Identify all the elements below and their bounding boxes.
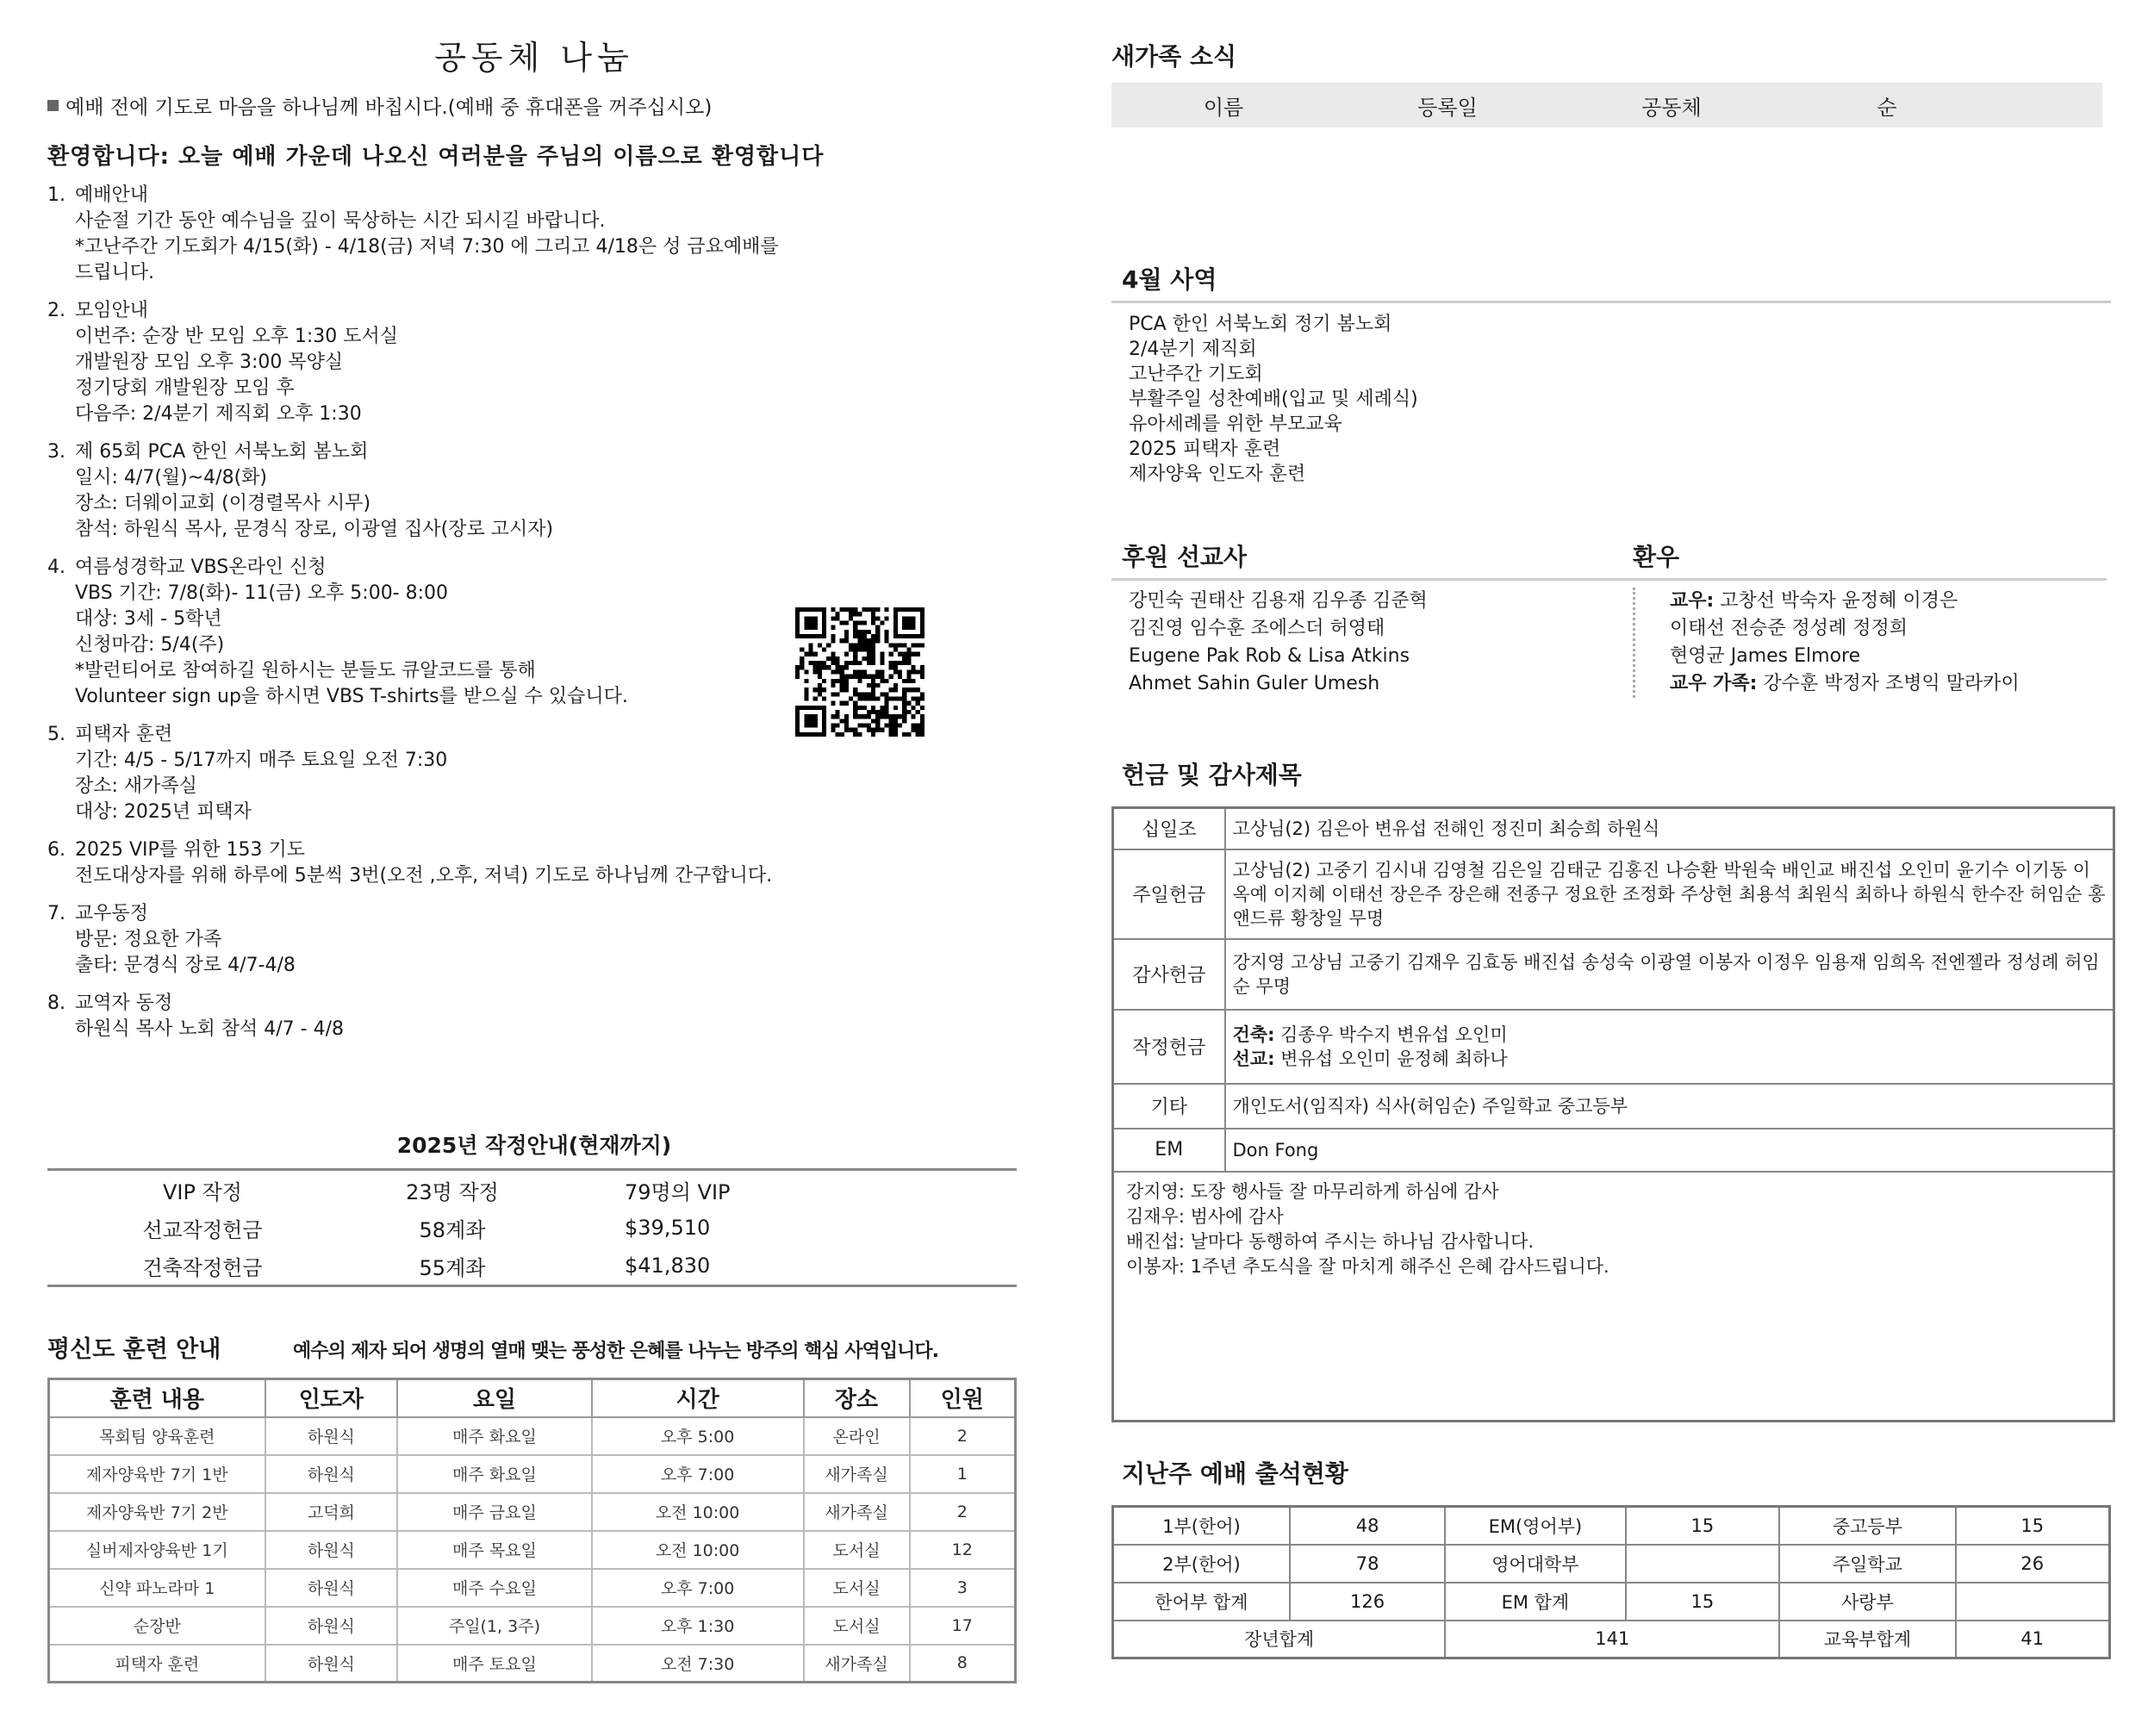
announcement-item — [47, 837, 1021, 889]
attendance-label: 한어부 합계 — [1113, 1583, 1290, 1621]
right-page — [1111, 0, 2124, 1659]
patient-list — [1633, 588, 2107, 698]
table-cell: 12 — [910, 1531, 1016, 1569]
thanks-note: 강지영: 도장 행사들 잘 마무리하게 하심에 감사 — [1126, 1180, 1499, 1202]
table-cell: 하원식 — [265, 1645, 398, 1683]
april-title: 4월 사역 — [1122, 265, 1217, 294]
offering-table — [1111, 806, 2115, 1422]
missionary-list — [1111, 588, 1633, 698]
table-cell: 오후 1:30 — [592, 1607, 804, 1645]
april-list — [1111, 312, 2124, 487]
table-row — [1113, 1545, 2110, 1583]
offering-label: 십일조 — [1113, 808, 1225, 849]
offering-value: 고상님(2) 고중기 김시내 김영철 김은일 김태군 김홍진 나승환 박원숙 배인교 배진섭 오인미 윤기수 이기동 이옥예 이지혜 이태선 장은주 장은해 전종구 정요한 조정화 주상현 최용석 최원식 최하나 하원식 한수잔 허임순 홍앤드류 황창일 무명 — [1225, 849, 2114, 939]
missionary-patient-section — [1111, 538, 2124, 698]
table-row — [1113, 1507, 2110, 1545]
table-cell: 매주 토요일 — [397, 1645, 591, 1683]
table-cell: 제자양육반 7기 2반 — [49, 1493, 265, 1531]
announcement-heading — [47, 439, 1021, 465]
list-item: 제자양육 인도자 훈련 — [1129, 464, 1306, 485]
patient-line: 현영균 James Elmore — [1670, 645, 1861, 667]
offering-value: 고상님(2) 김은아 변유섭 전해인 정진미 최승희 하원식 — [1225, 808, 2114, 849]
item-line: 개발원장 모임 오후 3:00 목양실 — [75, 352, 344, 373]
item-title: 여름성경학교 VBS온라인 신청 — [75, 557, 327, 578]
table-cell: 도서실 — [804, 1531, 910, 1569]
announcement-item — [47, 901, 1021, 979]
item-line: *발런티어로 참여하길 원하시는 분들도 큐알코드를 통해 — [75, 660, 536, 681]
attendance-value: 48 — [1290, 1507, 1445, 1545]
offering-row — [1113, 939, 2114, 1010]
pledge-cell: $39,510 — [625, 1216, 711, 1240]
attendance-label: EM(영어부) — [1445, 1507, 1625, 1545]
patient-names: 강수훈 박정자 조병익 말라카이 — [1757, 673, 2020, 694]
table-cell: 17 — [910, 1607, 1016, 1645]
item-line: *고난주간 기도회가 4/15(화) - 4/18(금) 저녁 7:30 에 그리고 4/18은 성 금요예배를 — [75, 236, 779, 258]
table-row — [49, 1531, 1016, 1569]
pledge-cell: 건축작정헌금 — [142, 1255, 263, 1280]
attendance-body — [1113, 1507, 2110, 1621]
training-subtitle: 예수의 제자 되어 생명의 열매 맺는 풍성한 은혜를 나누는 방주의 핵심 사역입니다. — [293, 1341, 938, 1362]
training-header-row — [49, 1379, 1016, 1417]
attendance-value: 141 — [1445, 1621, 1779, 1658]
pledge-cell: 23명 작정 — [406, 1179, 499, 1204]
pledge-cell: $41,830 — [625, 1254, 711, 1278]
table-row — [49, 1607, 1016, 1645]
square-bullet-icon — [47, 100, 59, 111]
table-cell: 고덕희 — [265, 1493, 398, 1531]
newfamily-header — [1111, 83, 2102, 128]
announcement-heading — [47, 298, 1021, 324]
table-row — [1113, 1583, 2110, 1621]
column-header: 등록일 — [1417, 95, 1478, 120]
item-line: 사순절 기간 동안 예수님을 깊이 묵상하는 시간 되시길 바랍니다. — [75, 210, 606, 232]
offering-value — [1225, 1010, 2114, 1084]
table-cell: 2 — [910, 1417, 1016, 1455]
training-header — [47, 1330, 1021, 1364]
announcement-item — [47, 298, 1021, 427]
attendance-label: 2부(한어) — [1113, 1545, 1290, 1583]
announcement-heading — [47, 991, 1021, 1017]
training-table — [47, 1378, 1017, 1683]
table-cell: 하원식 — [265, 1531, 398, 1569]
item-line: 참석: 하원식 목사, 문경식 장로, 이광열 집사(장로 고시자) — [75, 519, 554, 540]
table-cell: 매주 수요일 — [397, 1569, 591, 1607]
thanks-note: 이봉자: 1주년 추도식을 잘 마치게 해주신 은혜 감사드립니다. — [1126, 1255, 1609, 1277]
item-line: Volunteer sign up을 하시면 VBS T-shirts를 받으실 수 있습니다. — [75, 686, 628, 707]
column-header: 인원 — [910, 1379, 1016, 1417]
column-header: 순 — [1877, 95, 1897, 120]
item-line: 출타: 문경식 장로 4/7-4/8 — [75, 955, 296, 976]
welcome-text: 환영합니다: 오늘 예배 가운데 나오신 여러분을 주님의 이름으로 환영합니다 — [47, 144, 825, 170]
list-item: 2/4분기 제직회 — [1129, 339, 1257, 360]
table-cell: 매주 화요일 — [397, 1417, 591, 1455]
offering-value: 강지영 고상님 고중기 김재우 김효동 배진섭 송성숙 이광열 이봉자 이정우 임용재 임희옥 전엔젤라 정성례 허임순 무명 — [1225, 939, 2114, 1010]
announcement-heading — [47, 901, 1021, 927]
item-line: VBS 기간: 7/8(화)- 11(금) 오후 5:00- 8:00 — [75, 582, 449, 604]
column-header: 시간 — [592, 1379, 804, 1417]
pledge-building-label: 건축: — [1232, 1024, 1275, 1045]
table-cell: 하원식 — [265, 1569, 398, 1607]
pledge-cell: 선교작정헌금 — [142, 1217, 263, 1242]
column-header: 요일 — [397, 1379, 591, 1417]
column-header: 인도자 — [265, 1379, 398, 1417]
table-cell: 신약 파노라마 1 — [49, 1569, 265, 1607]
item-title: 2025 VIP를 위한 153 기도 — [75, 839, 306, 861]
offering-notes-row — [1113, 1172, 2114, 1422]
offering-row — [1113, 1084, 2114, 1129]
announcement-item — [47, 183, 1021, 286]
item-line: 이번주: 순장 반 모임 오후 1:30 도서실 — [75, 326, 399, 347]
table-cell: 2 — [910, 1493, 1016, 1531]
offering-label: 기타 — [1113, 1084, 1225, 1129]
notice-text: 예배 전에 기도로 마음을 하나님께 바칩시다.(예배 중 휴대폰을 꺼주십시오) — [65, 96, 713, 119]
missionary-line: Ahmet Sahin Guler Umesh — [1129, 673, 1380, 694]
table-row — [49, 1645, 1016, 1683]
patient-line — [1670, 670, 2107, 698]
table-cell: 매주 금요일 — [397, 1493, 591, 1531]
table-cell: 제자양육반 7기 1반 — [49, 1455, 265, 1493]
thanks-note: 배진섭: 날마다 동행하여 주시는 하나님 감사합니다. — [1126, 1230, 1535, 1252]
training-title: 평신도 훈련 안내 — [47, 1336, 221, 1363]
column-header: 훈련 내용 — [49, 1379, 265, 1417]
pledge-cell: 58계좌 — [419, 1217, 486, 1242]
table-cell: 피택자 훈련 — [49, 1645, 265, 1683]
item-title: 교우동정 — [75, 903, 149, 924]
table-cell: 3 — [910, 1569, 1016, 1607]
item-title: 피택자 훈련 — [75, 724, 173, 745]
item-line: 방문: 정요한 가족 — [75, 929, 222, 950]
table-cell: 목회팀 양육훈련 — [49, 1417, 265, 1455]
column-header: 장소 — [804, 1379, 910, 1417]
list-item: 유아세례를 위한 부모교육 — [1129, 414, 1342, 435]
left-page — [47, 0, 1021, 1683]
announcement-heading — [47, 555, 1021, 581]
item-line: 드립니다. — [75, 262, 155, 283]
attendance-label: 사랑부 — [1779, 1583, 1955, 1621]
offering-value: 개인도서(임직자) 식사(허임순) 주일학교 중고등부 — [1225, 1084, 2114, 1129]
patient-title: 환우 — [1633, 543, 1680, 571]
table-cell: 도서실 — [804, 1569, 910, 1607]
pledge-cell: VIP 작정 — [163, 1179, 242, 1204]
attendance-value: 126 — [1290, 1583, 1445, 1621]
table-cell: 오후 5:00 — [592, 1417, 804, 1455]
pledge-row — [47, 1247, 1017, 1285]
pledge-row — [47, 1171, 1017, 1209]
table-cell: 온라인 — [804, 1417, 910, 1455]
offering-title: 헌금 및 감사제목 — [1122, 761, 1302, 789]
attendance-label: 교육부합계 — [1779, 1621, 1955, 1658]
list-item: 2025 피택자 훈련 — [1129, 439, 1281, 460]
attendance-value: 26 — [1956, 1545, 2110, 1583]
attendance-label: 장년합계 — [1113, 1621, 1446, 1658]
announcement-item — [47, 439, 1021, 543]
table-cell: 오전 10:00 — [592, 1493, 804, 1531]
newfamily-title: 새가족 소식 — [1111, 42, 1236, 71]
attendance-label: EM 합계 — [1445, 1583, 1625, 1621]
item-line: 기간: 4/5 - 5/17까지 매주 토요일 오전 7:30 — [75, 750, 448, 771]
patient-label: 교우 가족: — [1670, 673, 1758, 694]
page-title: 공동체 나눔 — [434, 39, 634, 77]
item-line: 장소: 새가족실 — [75, 775, 197, 797]
announcement-heading — [47, 183, 1021, 208]
training-body — [49, 1417, 1016, 1683]
offering-label: 감사헌금 — [1113, 939, 1225, 1010]
item-line: 장소: 더웨이교회 (이경렬목사 시무) — [75, 493, 371, 514]
table-cell: 오후 7:00 — [592, 1569, 804, 1607]
table-cell: 새가족실 — [804, 1455, 910, 1493]
table-row — [49, 1455, 1016, 1493]
item-number: 4. — [47, 557, 65, 578]
missionary-line: Eugene Pak Rob & Lisa Atkins — [1129, 645, 1410, 667]
offering-row — [1113, 849, 2114, 939]
table-row — [49, 1493, 1016, 1531]
item-number: 1. — [47, 184, 65, 206]
list-item: 고난주간 기도회 — [1129, 364, 1263, 385]
thanks-note: 김재우: 범사에 감사 — [1126, 1205, 1284, 1227]
pledge-mission-line — [1233, 1047, 2107, 1071]
announcement-item — [47, 722, 1021, 825]
pledge-mission-label: 선교: — [1232, 1048, 1275, 1069]
missionary-header — [1111, 538, 1633, 581]
attendance-table — [1111, 1505, 2111, 1659]
table-cell: 새가족실 — [804, 1645, 910, 1683]
table-cell: 하원식 — [265, 1417, 398, 1455]
announcement-item — [47, 991, 1021, 1042]
item-title: 모임안내 — [75, 300, 149, 321]
attendance-value: 15 — [1956, 1507, 2110, 1545]
table-cell: 8 — [910, 1645, 1016, 1683]
offering-label: 작정헌금 — [1113, 1010, 1225, 1084]
pledge-building-line — [1233, 1023, 2107, 1047]
missionary-title: 후원 선교사 — [1122, 543, 1247, 571]
pledge-building-names: 김종우 박수지 변유섭 오인미 — [1274, 1024, 1508, 1045]
table-cell: 주일(1, 3주) — [397, 1607, 591, 1645]
table-cell: 오전 7:30 — [592, 1645, 804, 1683]
item-line: 일시: 4/7(월)~4/8(화) — [75, 467, 267, 488]
table-row — [49, 1417, 1016, 1455]
item-line: 신청마감: 5/4(주) — [75, 634, 225, 656]
item-line: 정기당회 개발원장 모임 후 — [75, 377, 295, 399]
attendance-value: 78 — [1290, 1545, 1445, 1583]
attendance-value: 41 — [1956, 1621, 2110, 1658]
item-line: 대상: 2025년 피택자 — [75, 801, 252, 823]
item-number: 6. — [47, 839, 65, 861]
offering-label: EM — [1113, 1129, 1225, 1172]
table-cell: 하원식 — [265, 1607, 398, 1645]
offering-row — [1113, 1129, 2114, 1172]
item-number: 7. — [47, 903, 65, 924]
qr-code-icon[interactable] — [795, 607, 924, 737]
list-item: PCA 한인 서북노회 정기 봄노회 — [1129, 314, 1392, 335]
table-cell: 새가족실 — [804, 1493, 910, 1531]
attendance-value: 15 — [1626, 1507, 1780, 1545]
pledge-table — [47, 1168, 1017, 1287]
pledge-cell: 55계좌 — [419, 1255, 486, 1280]
item-number: 2. — [47, 300, 65, 321]
table-cell: 실버제자양육반 1기 — [49, 1531, 265, 1569]
offering-value: Don Fong — [1225, 1129, 2114, 1172]
item-number: 3. — [47, 441, 65, 463]
table-cell: 순장반 — [49, 1607, 265, 1645]
table-cell: 하원식 — [265, 1455, 398, 1493]
table-cell: 1 — [910, 1455, 1016, 1493]
table-cell: 오후 7:00 — [592, 1455, 804, 1493]
item-line: 대상: 3세 - 5학년 — [75, 608, 222, 630]
missionary-line: 강민숙 권태산 김용재 김우종 김준혁 — [1129, 590, 1428, 612]
pledge-section — [47, 1129, 1021, 1287]
list-item: 부활주일 성찬예배(입교 및 세례식) — [1129, 389, 1418, 410]
pledge-title: 2025년 작정안내(현재까지) — [396, 1133, 672, 1158]
item-number: 8. — [47, 992, 65, 1014]
attendance-total-row — [1113, 1621, 2110, 1658]
item-line: 전도대상자를 위해 하루에 5분씩 3번(오전 ,오후, 저녁) 기도로 하나님께 간구합니다. — [75, 865, 773, 887]
attendance-value — [1956, 1583, 2110, 1621]
item-line: 다음주: 2/4분기 제직회 오후 1:30 — [75, 403, 362, 425]
table-cell: 오전 10:00 — [592, 1531, 804, 1569]
patient-label: 교우: — [1670, 590, 1715, 612]
attendance-label: 중고등부 — [1779, 1507, 1955, 1545]
notice — [47, 91, 1021, 120]
patient-line: 이태선 전승준 정성례 정정희 — [1670, 618, 1908, 639]
offering-row — [1113, 1010, 2114, 1084]
pledge-row — [47, 1209, 1017, 1247]
attendance-value: 15 — [1626, 1583, 1780, 1621]
column-header: 이름 — [1203, 95, 1244, 120]
april-section-header — [1111, 261, 2111, 303]
pledge-cell: 79명의 VIP — [625, 1179, 731, 1204]
table-row — [49, 1569, 1016, 1607]
announcement-heading — [47, 837, 1021, 863]
patient-line — [1670, 588, 2107, 615]
item-number: 5. — [47, 724, 65, 745]
item-title: 예배안내 — [75, 184, 149, 206]
attendance-label: 주일학교 — [1779, 1545, 1955, 1583]
item-title: 교역자 동정 — [75, 992, 173, 1014]
attendance-label: 영어대학부 — [1445, 1545, 1625, 1583]
pledge-mission-names: 변유섭 오인미 윤정혜 최하나 — [1274, 1048, 1508, 1069]
attendance-label: 1부(한어) — [1113, 1507, 1290, 1545]
patient-column — [1633, 538, 2107, 698]
offering-row — [1113, 808, 2114, 849]
table-cell: 도서실 — [804, 1607, 910, 1645]
patient-names: 고창선 박숙자 윤정혜 이경은 — [1714, 590, 1958, 612]
thanks-notes — [1113, 1172, 2114, 1422]
table-cell: 매주 화요일 — [397, 1455, 591, 1493]
item-title: 제 65회 PCA 한인 서북노회 봄노회 — [75, 441, 369, 463]
table-cell: 매주 목요일 — [397, 1531, 591, 1569]
missionary-column — [1111, 538, 1633, 698]
column-header: 공동체 — [1641, 95, 1702, 120]
attendance-value — [1626, 1545, 1780, 1583]
item-line: 하원식 목사 노회 참석 4/7 - 4/8 — [75, 1018, 344, 1040]
patient-header — [1633, 538, 2107, 581]
offering-label: 주일헌금 — [1113, 849, 1225, 939]
missionary-line: 김진영 임수훈 조에스더 허영태 — [1129, 618, 1385, 639]
attendance-title: 지난주 예배 출석현황 — [1122, 1459, 1348, 1488]
